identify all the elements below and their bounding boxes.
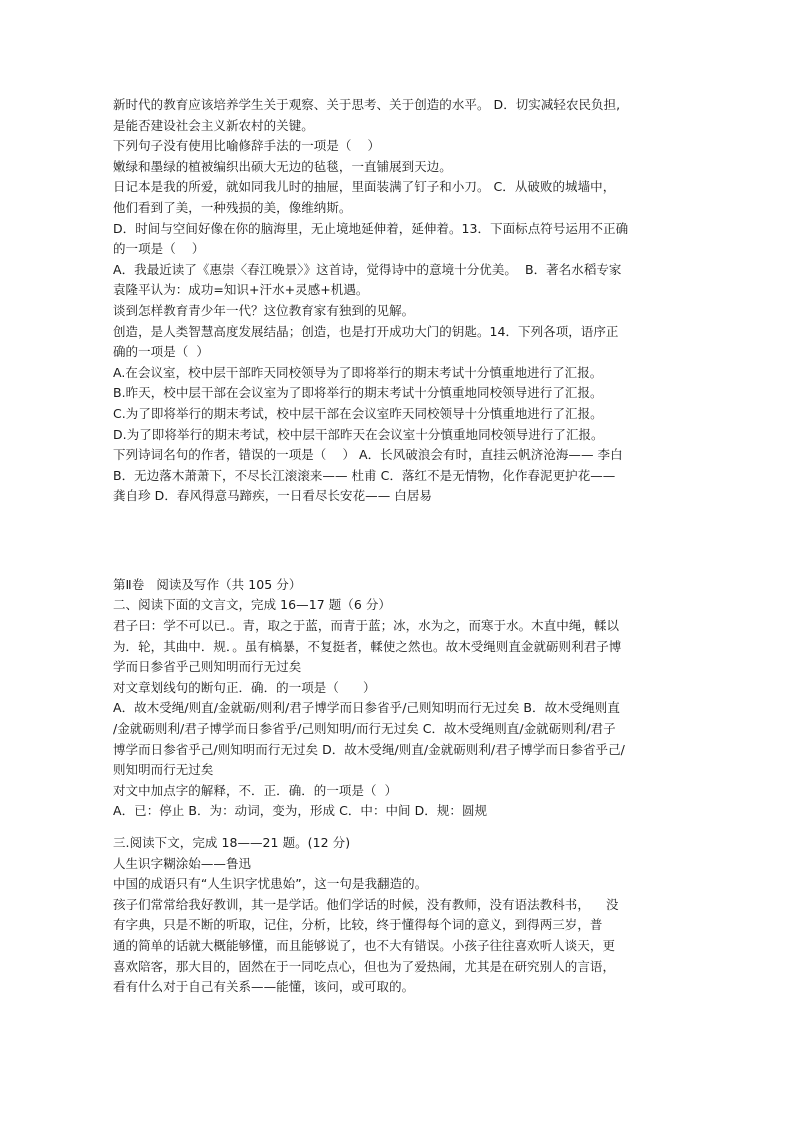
passage-line: 有字典，只是不断的听取，记住，分析，比较，终于懂得每个词的意义，到得两三岁，普 bbox=[113, 917, 603, 933]
text-line: 谈到怎样教育青少年一代？这位教育家有独到的见解。 bbox=[113, 302, 415, 318]
part-heading: 第Ⅱ卷 阅读及写作（共 105 分） bbox=[113, 576, 302, 592]
option-b: B.昨天，校中层干部在会议室为了即将举行的期末考试十分慎重地同校领导进行了汇报。 bbox=[113, 385, 603, 401]
passage-line: 孩子们常常给我好教训，其一是学话。他们学话的时候，没有教师，没有语法教科书， 没 bbox=[113, 896, 619, 912]
text-line: 嫩绿和墨绿的植被编织出硕大无边的毡毯，一直铺展到天边。 bbox=[113, 158, 452, 174]
text-line: 确的一项是（ ） bbox=[113, 344, 209, 360]
text-line: A．故木受绳/则直/金就砺/则利/君子博学而日参省乎/己则知明而行无过矣 B．故木受绳则直 bbox=[113, 700, 620, 716]
option-a: A.在会议室，校中层干部昨天同校领导为了即将举行的期末考试十分慎重地进行了汇报。 bbox=[113, 364, 603, 380]
passage-line: 中国的成语只有“人生识字忧患始”，这一句是我翻造的。 bbox=[113, 876, 428, 892]
text-line: 创造，是人类智慧高度发展结晶；创造，也是打开成功大门的钥匙。14．下列各项，语序正 bbox=[113, 323, 619, 339]
text-line: 日记本是我的所爱，就如同我儿时的抽屉，里面装满了钉子和小刀。 C．从破败的城墙中， bbox=[113, 179, 616, 195]
passage-line: 看有什么对于自己有关系——能懂，该问，或可取的。 bbox=[113, 979, 415, 995]
text-line: 袁隆平认为：成功=知识+汗水+灵感+机遇。 bbox=[113, 282, 369, 298]
text-line: 博学而日参省乎己/则知明而行无过矣 D．故木受绳/则直/金就砺则利/君子博学而日参省乎己/ bbox=[113, 741, 625, 757]
section-modern-reading bbox=[113, 833, 685, 998]
section-classical-reading bbox=[113, 575, 685, 822]
passage-title: 人生识字糊涂始——鲁迅 bbox=[113, 855, 252, 871]
text-line: A．已：停止 B．为：动词，变为，形成 C．中：中间 D．规：圆规 bbox=[113, 803, 488, 819]
text-line: 他们看到了美，一种残损的美，像维纳斯。 bbox=[113, 199, 352, 215]
section-heading: 二、阅读下面的文言文，完成 16—17 题（6 分） bbox=[113, 597, 391, 613]
text-line: 的一项是（ ） bbox=[113, 241, 205, 257]
passage-line: 通的简单的话就大概能够懂，而且能够说了，也不大有错误。小孩子往往喜欢听人谈天，更 bbox=[113, 937, 616, 953]
passage-line: 喜欢陪客，那大目的，固然在于一同吃点心，但也为了爱热闹，尤其是在研究别人的言语， bbox=[113, 958, 616, 974]
text-line: 新时代的教育应该培养学生关于观察、关于思考、关于创造的水平。 D．切实减轻农民负担, bbox=[113, 97, 621, 112]
text-line: D．时间与空间好像在你的脑海里，无止境地延伸着，延伸着。13．下面标点符号运用不正确 bbox=[113, 220, 629, 236]
question-stem: 下列句子没有使用比喻修辞手法的一项是（ ） bbox=[113, 138, 381, 154]
text-line: 是能否建设社会主义新农村的关键。 bbox=[113, 117, 314, 133]
text-line: /金就砺则利/君子博学而日参省乎/己则知明/而行无过矣 C．故木受绳则直/金就砺则利/君子 bbox=[113, 721, 616, 737]
option-d: D.为了即将举行的期末考试，校中层干部昨天在会议室十分慎重地同校领导进行了汇报。 bbox=[113, 426, 604, 442]
question-stem: 对文章划线句的断句正．确．的一项是（ ） bbox=[113, 679, 376, 695]
document-page bbox=[113, 95, 685, 998]
text-line: B．无边落木萧萧下，不尽长江滚滚来—— 杜甫 C．落红不是无情物，化作春泥更护花—— bbox=[113, 467, 616, 483]
question-stem: 对文中加点字的解释，不．正．确．的一项是（ ） bbox=[113, 782, 398, 798]
option-c: C.为了即将举行的期末考试，校中层干部在会议室昨天同校领导十分慎重地进行了汇报。 bbox=[113, 405, 603, 421]
section-heading: 三.阅读下文，完成 18——21 题。(12 分) bbox=[113, 835, 351, 850]
question-stem: 下列诗词名句的作者，错误的一项是（ ） A．长风破浪会有时，直挂云帆济沧海—— 李白 bbox=[113, 447, 623, 463]
text-line: 龚自珍 D．春风得意马蹄疾，一日看尽长安花—— 白居易 bbox=[113, 488, 432, 504]
section-multiple-choice bbox=[113, 95, 685, 507]
text-line: 则知明而行无过矣 bbox=[113, 762, 214, 778]
text-line: A．我最近读了《惠崇〈春江晚景〉》这首诗，觉得诗中的意境十分优美。 B．著名水稻专家 bbox=[113, 261, 622, 277]
passage-line: 学而日参省乎己则知明而行无过矣 bbox=[113, 659, 302, 675]
passage-line: 君子曰：学不可以已.。青，取之于蓝，而青于蓝；冰，水为之，而寒于水。木直中绳，輮以 bbox=[113, 618, 620, 634]
passage-line: 为．轮，其曲中．规．。虽有槁暴，不复挺者，輮使之然也。故木受绳则直金就砺则利君子博 bbox=[113, 638, 622, 654]
